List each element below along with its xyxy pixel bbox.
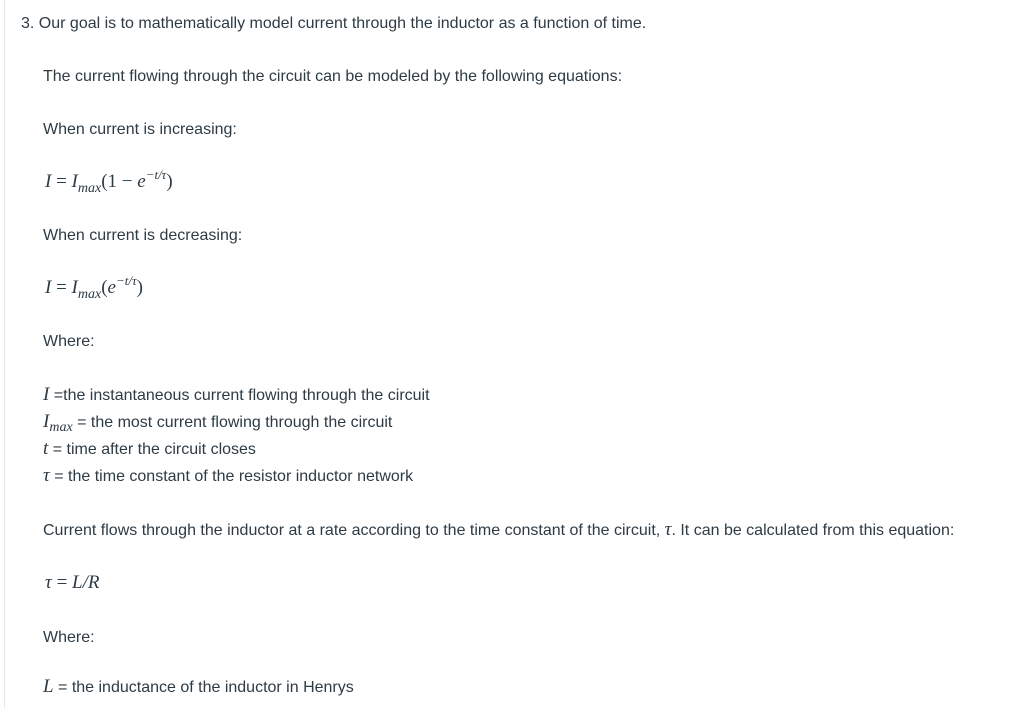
eq2-sub: max xyxy=(77,287,102,302)
eq2-base: I xyxy=(71,277,78,298)
eq2-exp: −t/τ xyxy=(115,273,137,288)
eq2-open: ( xyxy=(101,277,108,298)
def-text: = the most current flowing through the circuit xyxy=(72,414,393,431)
def-text: = time after the circuit closes xyxy=(48,441,256,458)
tau-rhs: L/R xyxy=(72,572,100,593)
eq1-exp: −t/τ xyxy=(145,167,167,182)
eq1-open: (1 − xyxy=(101,171,138,192)
tau-equals: = xyxy=(56,572,68,593)
decreasing-equation xyxy=(45,273,143,302)
content-left-border xyxy=(4,0,5,708)
where-label-1: Where: xyxy=(43,333,95,350)
eq2-close: ) xyxy=(136,277,143,298)
decreasing-label: When current is decreasing: xyxy=(43,227,243,244)
definition-inductance xyxy=(43,677,354,698)
increasing-label: When current is increasing: xyxy=(43,121,237,138)
eq2-exp-base: e xyxy=(107,277,116,298)
eq1-close: ) xyxy=(166,171,173,192)
increasing-equation xyxy=(45,167,173,196)
eq1-lhs: I xyxy=(45,171,52,192)
definition-tau xyxy=(43,462,430,489)
tau-lhs: τ xyxy=(45,572,52,593)
where-label-2: Where: xyxy=(43,629,95,646)
eq1-exp-base: e xyxy=(137,171,146,192)
def-symbol: I xyxy=(43,411,50,432)
rate-before: Current flows through the inductor at a rate according to the time constant of the circuit, xyxy=(43,522,665,539)
eq1-sub: max xyxy=(77,181,102,196)
rate-after: . It can be calculated from this equation: xyxy=(671,522,955,539)
eq2-lhs: I xyxy=(45,277,52,298)
question-prompt xyxy=(21,14,646,34)
def-symbol: I xyxy=(43,384,50,405)
eq1-base: I xyxy=(71,171,78,192)
question-number: 3. xyxy=(21,15,35,32)
rate-symbol: τ xyxy=(664,519,672,540)
def-text: =the instantaneous current flowing through the circuit xyxy=(49,387,430,404)
definition-max-current xyxy=(43,408,430,435)
intro-text: The current flowing through the circuit can be modeled by the following equations: xyxy=(43,68,623,85)
rate-sentence xyxy=(43,520,954,541)
definition-current xyxy=(43,381,430,408)
def-sub: max xyxy=(49,420,73,435)
question-text: Our goal is to mathematically model current through the inductor as a function of time. xyxy=(38,15,647,32)
definition-time xyxy=(43,435,430,462)
inductance-text: = the inductance of the inductor in Henrys xyxy=(53,679,354,696)
inductance-symbol: L xyxy=(43,676,54,697)
tau-equation xyxy=(45,571,99,595)
def-text: = the time constant of the resistor inductor network xyxy=(49,468,414,485)
eq2-equals: = xyxy=(56,277,67,298)
def-symbol: τ xyxy=(43,465,50,486)
def-symbol: t xyxy=(43,438,49,459)
definitions-list xyxy=(43,381,430,489)
eq1-equals: = xyxy=(56,171,67,192)
